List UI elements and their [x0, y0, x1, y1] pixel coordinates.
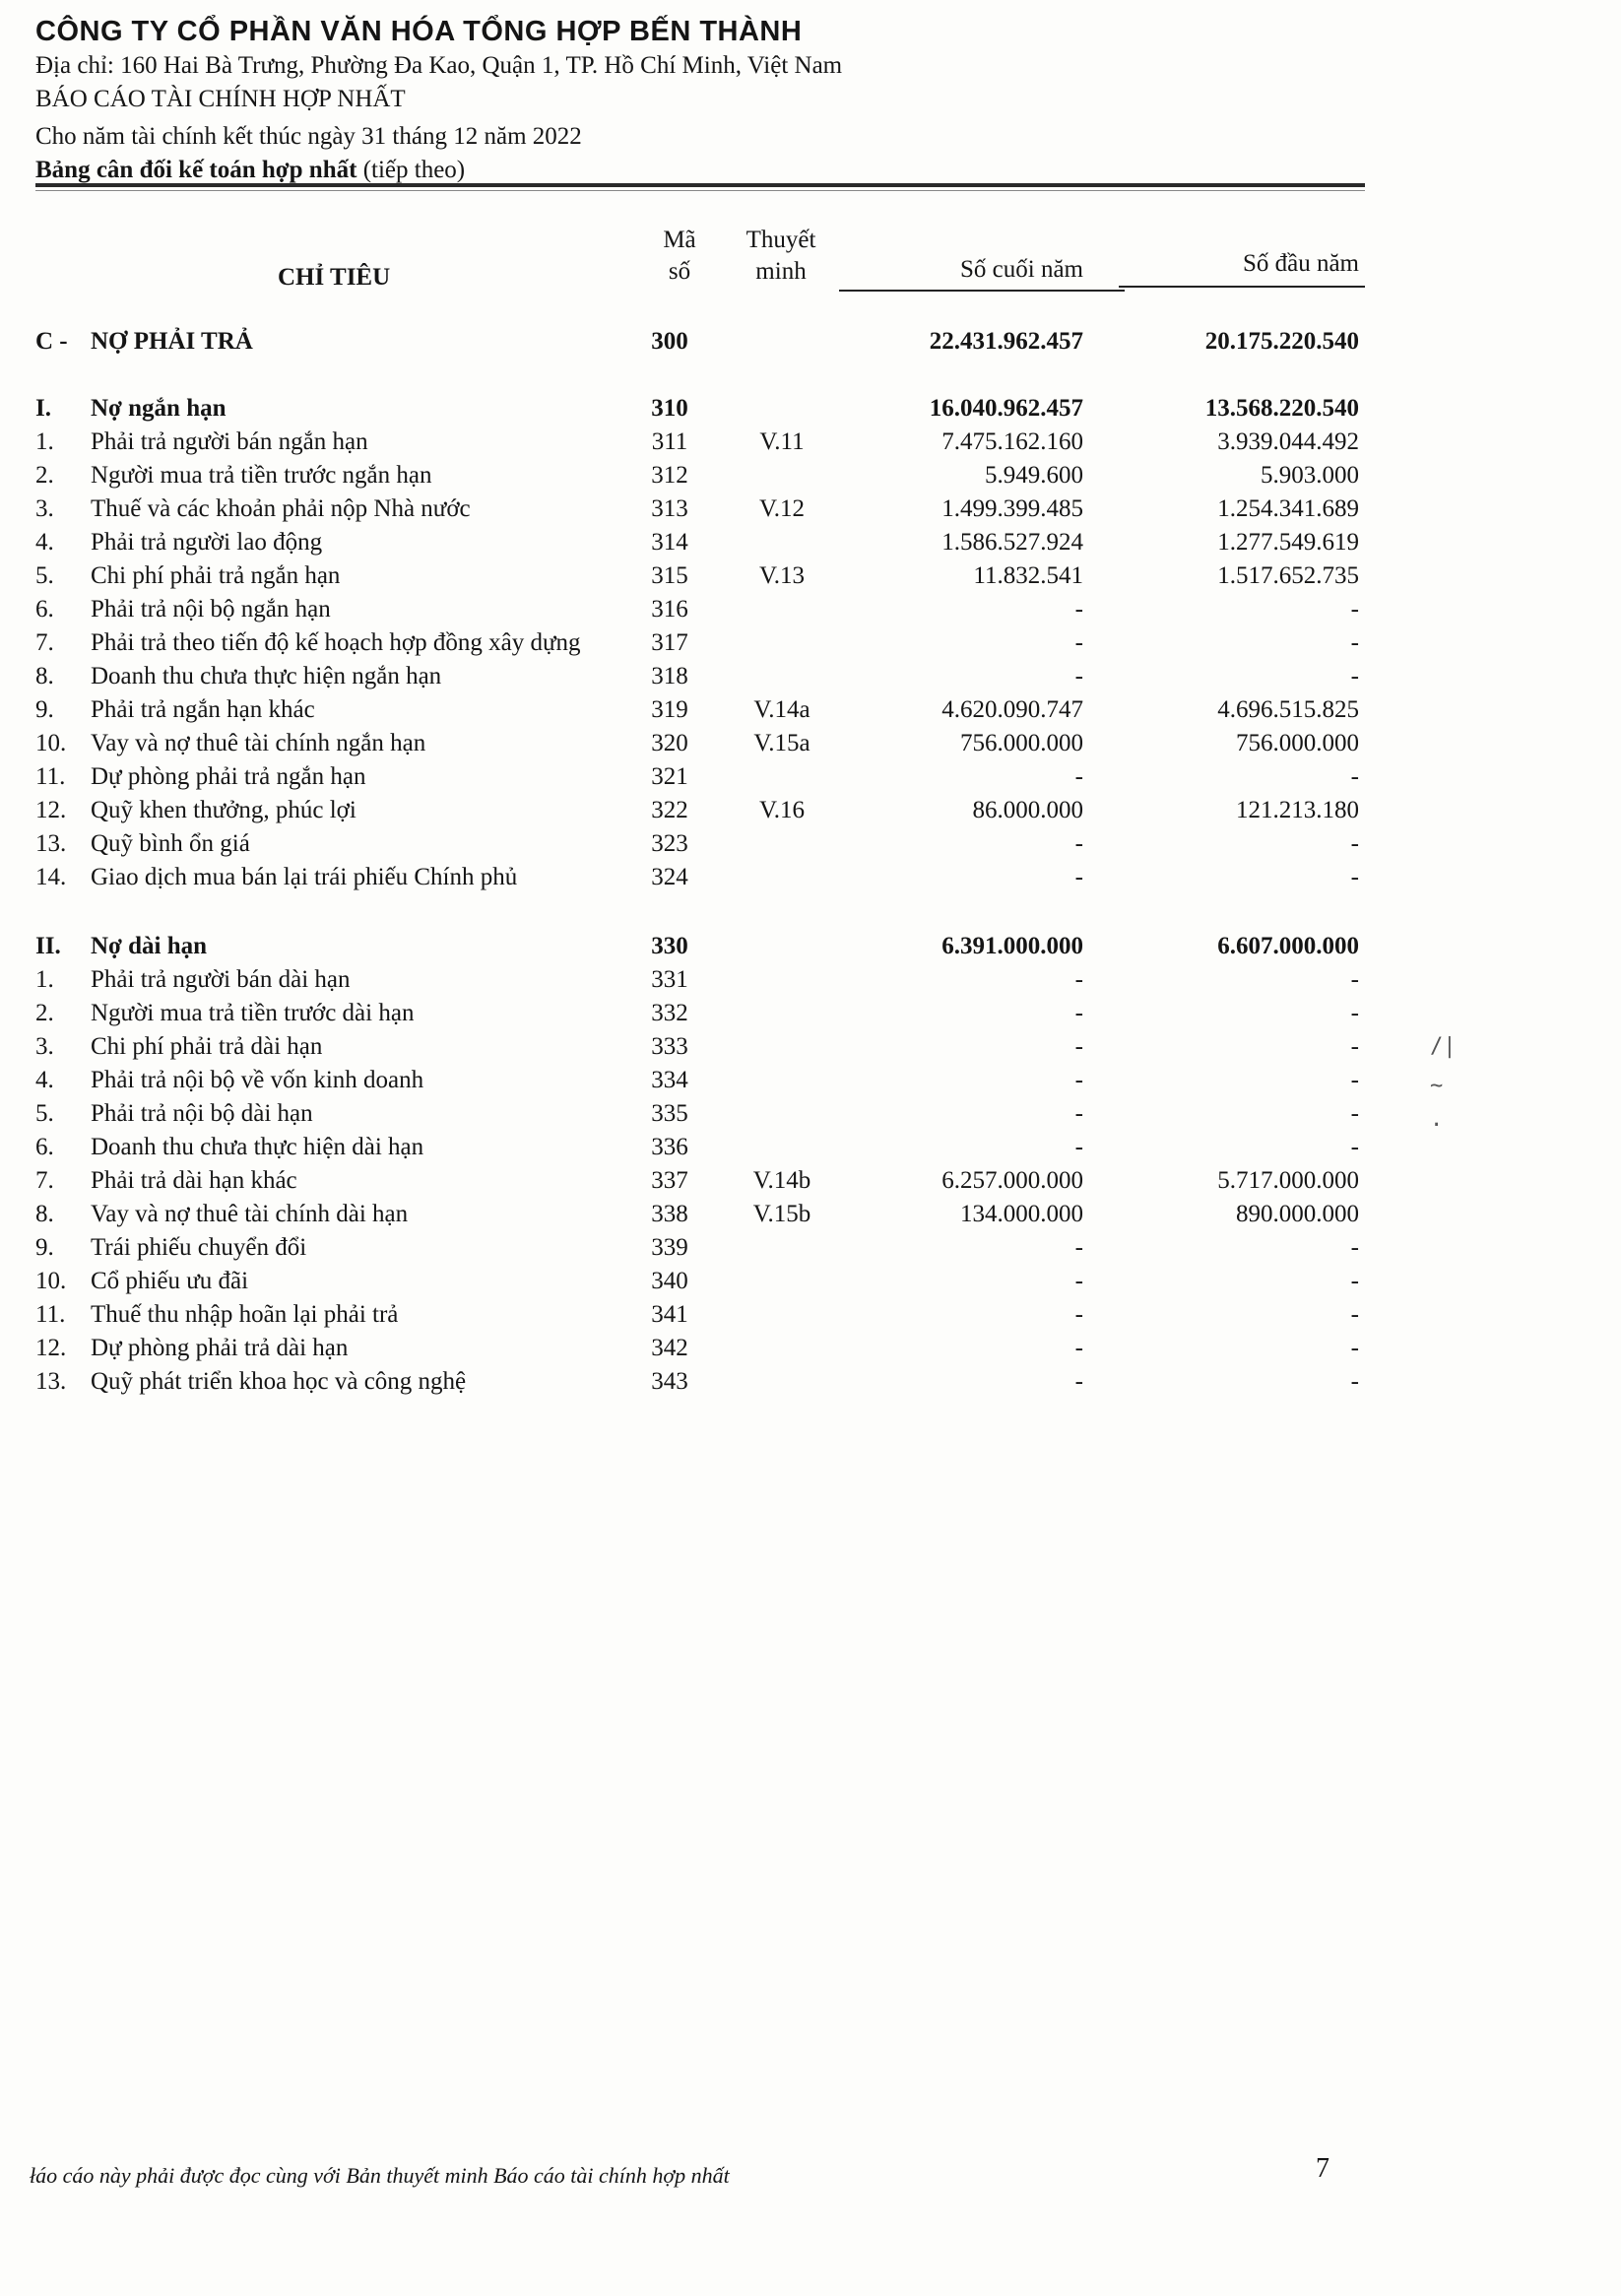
row-label: Quỹ khen thưởng, phúc lợi [91, 797, 357, 823]
row-number: 8. [35, 1201, 54, 1227]
report-title: BÁO CÁO TÀI CHÍNH HỢP NHẤT [35, 86, 406, 112]
row-label: Dự phòng phải trả ngắn hạn [91, 763, 366, 790]
company-address: Địa chỉ: 160 Hai Bà Trưng, Phường Đa Kao, Quận 1, TP. Hồ Chí Minh, Việt Nam [35, 52, 843, 79]
row-label: Quỹ bình ổn giá [91, 830, 250, 857]
row-begin-year-value: 6.607.000.000 [1217, 933, 1359, 959]
page-number: 7 [1316, 2153, 1329, 2184]
table-row [0, 1298, 1621, 1332]
row-begin-year-value: - [1350, 629, 1359, 656]
table-row [0, 626, 1621, 660]
row-code: 342 [651, 1335, 688, 1361]
column-header-item: CHỈ TIÊU [278, 264, 391, 291]
row-label: Phải trả dài hạn khác [91, 1167, 297, 1194]
row-number: 14. [35, 864, 67, 890]
row-number: 1. [35, 428, 54, 455]
row-end-year-value: 22.431.962.457 [929, 328, 1083, 355]
row-end-year-value: - [1074, 830, 1083, 857]
row-end-year-value: - [1074, 1100, 1083, 1127]
column-header-code-1: Mã [663, 227, 696, 253]
row-begin-year-value: 5.903.000 [1261, 462, 1359, 489]
row-begin-year-value: 890.000.000 [1236, 1201, 1359, 1227]
row-number: 10. [35, 1268, 67, 1294]
row-end-year-value: - [1074, 763, 1083, 790]
row-number: 7. [35, 629, 54, 656]
report-period: Cho năm tài chính kết thúc ngày 31 tháng 12 năm 2022 [35, 123, 582, 150]
row-end-year-value: - [1074, 1301, 1083, 1328]
row-number: 5. [35, 562, 54, 589]
row-label: Phải trả người lao động [91, 529, 323, 556]
row-number: 8. [35, 663, 54, 689]
row-number: 13. [35, 1368, 67, 1395]
row-begin-year-value: - [1350, 663, 1359, 689]
row-end-year-value: - [1074, 1234, 1083, 1261]
row-end-year-value: 5.949.600 [985, 462, 1083, 489]
row-begin-year-value: - [1350, 1368, 1359, 1395]
row-number: 6. [35, 1134, 54, 1160]
table-row [0, 760, 1621, 794]
row-note: V.13 [758, 562, 806, 589]
row-code: 335 [651, 1100, 688, 1127]
row-end-year-value: 86.000.000 [972, 797, 1083, 823]
column-header-begin-year: Số đầu năm [1242, 250, 1359, 277]
row-end-year-value: 1.499.399.485 [941, 495, 1083, 522]
row-begin-year-value: 13.568.220.540 [1204, 395, 1359, 422]
row-label: Vay và nợ thuê tài chính dài hạn [91, 1201, 409, 1227]
row-code: 340 [651, 1268, 688, 1294]
row-begin-year-value: - [1350, 763, 1359, 790]
row-end-year-value: 1.586.527.924 [941, 529, 1083, 556]
row-end-year-value: 6.257.000.000 [941, 1167, 1083, 1194]
row-end-year-value: - [1074, 1134, 1083, 1160]
row-note: V.16 [758, 797, 806, 823]
row-note: V.15b [752, 1201, 811, 1227]
row-note: V.14a [753, 696, 810, 723]
row-label: Thuế thu nhập hoãn lại phải trả [91, 1301, 399, 1328]
row-begin-year-value: - [1350, 1000, 1359, 1026]
row-number: 2. [35, 1000, 54, 1026]
table-row [0, 930, 1621, 963]
row-note: V.15a [753, 730, 810, 756]
row-code: 333 [651, 1033, 688, 1060]
table-row [0, 526, 1621, 559]
row-code: 338 [651, 1201, 688, 1227]
table-row [0, 426, 1621, 459]
row-code: 336 [651, 1134, 688, 1160]
table-row [0, 392, 1621, 426]
row-code: 317 [651, 629, 688, 656]
row-begin-year-value: - [1350, 1234, 1359, 1261]
row-begin-year-value: - [1350, 1033, 1359, 1060]
statement-title [35, 154, 1365, 187]
row-begin-year-value: - [1350, 1134, 1359, 1160]
stamp-mark: /| ~ · [1430, 1034, 1457, 1138]
table-row [0, 593, 1621, 626]
row-code: 339 [651, 1234, 688, 1261]
row-end-year-value: 11.832.541 [973, 562, 1083, 589]
column-underline-end-year [839, 290, 1125, 292]
row-label: Doanh thu chưa thực hiện ngắn hạn [91, 663, 442, 689]
table-row [0, 660, 1621, 693]
row-label: Doanh thu chưa thực hiện dài hạn [91, 1134, 424, 1160]
row-label: Chi phí phải trả ngắn hạn [91, 562, 341, 589]
table-row [0, 861, 1621, 894]
row-label: Phải trả người bán dài hạn [91, 966, 351, 993]
row-end-year-value: 7.475.162.160 [941, 428, 1083, 455]
row-end-year-value: 756.000.000 [960, 730, 1083, 756]
row-begin-year-value: - [1350, 1100, 1359, 1127]
row-end-year-value: - [1074, 596, 1083, 623]
row-end-year-value: - [1074, 1000, 1083, 1026]
row-note: V.12 [758, 495, 806, 522]
row-end-year-value: - [1074, 966, 1083, 993]
row-number: 12. [35, 797, 67, 823]
row-begin-year-value: 1.254.341.689 [1217, 495, 1359, 522]
row-number: 4. [35, 1067, 54, 1093]
row-code: 322 [651, 797, 688, 823]
row-number: 1. [35, 966, 54, 993]
company-name: CÔNG TY CỔ PHẦN VĂN HÓA TỔNG HỢP BẾN THÀNH [35, 16, 803, 47]
row-label: Phải trả nội bộ về vốn kinh doanh [91, 1067, 424, 1093]
row-code: 300 [651, 328, 688, 355]
row-begin-year-value: 1.277.549.619 [1217, 529, 1359, 556]
row-number: I. [35, 395, 51, 422]
row-label: Cổ phiếu ưu đãi [91, 1268, 249, 1294]
table-row [0, 1097, 1621, 1131]
row-end-year-value: - [1074, 1033, 1083, 1060]
row-note: V.14b [752, 1167, 811, 1194]
table-row [0, 1164, 1621, 1198]
row-begin-year-value: 756.000.000 [1236, 730, 1359, 756]
table-row [0, 963, 1621, 997]
row-code: 321 [651, 763, 688, 790]
row-number: II. [35, 933, 61, 959]
column-header-note-2: minh [755, 258, 807, 285]
document-header [35, 14, 1365, 187]
column-header-note-1: Thuyết [746, 227, 816, 253]
row-end-year-value: - [1074, 864, 1083, 890]
table-row [0, 492, 1621, 526]
row-code: 334 [651, 1067, 688, 1093]
table-row [0, 827, 1621, 861]
row-number: 2. [35, 462, 54, 489]
table-row [0, 1365, 1621, 1399]
column-header-code-2: số [668, 258, 691, 285]
row-label: Giao dịch mua bán lại trái phiếu Chính phủ [91, 864, 518, 890]
row-end-year-value: - [1074, 1335, 1083, 1361]
row-code: 341 [651, 1301, 688, 1328]
row-begin-year-value: 1.517.652.735 [1217, 562, 1359, 589]
row-code: 331 [651, 966, 688, 993]
row-code: 330 [651, 933, 688, 959]
row-end-year-value: 4.620.090.747 [941, 696, 1083, 723]
row-end-year-value: - [1074, 1067, 1083, 1093]
table-row [0, 1332, 1621, 1365]
row-label: Phải trả nội bộ dài hạn [91, 1100, 313, 1127]
header-divider [35, 183, 1365, 187]
row-begin-year-value: - [1350, 1301, 1359, 1328]
table-row [0, 559, 1621, 593]
row-code: 316 [651, 596, 688, 623]
row-end-year-value: 6.391.000.000 [941, 933, 1083, 959]
row-end-year-value: 16.040.962.457 [929, 395, 1083, 422]
row-number: 13. [35, 830, 67, 857]
row-begin-year-value: - [1350, 596, 1359, 623]
row-code: 337 [651, 1167, 688, 1194]
row-code: 319 [651, 696, 688, 723]
table-row [0, 1231, 1621, 1265]
row-label: Thuế và các khoản phải nộp Nhà nước [91, 495, 471, 522]
table-row [0, 1131, 1621, 1164]
row-label: Nợ ngắn hạn [91, 395, 227, 422]
row-label: Phải trả nội bộ ngắn hạn [91, 596, 331, 623]
row-code: 318 [651, 663, 688, 689]
row-end-year-value: - [1074, 629, 1083, 656]
row-label: Chi phí phải trả dài hạn [91, 1033, 323, 1060]
row-begin-year-value: - [1350, 1268, 1359, 1294]
column-header-end-year: Số cuối năm [960, 256, 1083, 283]
row-code: 343 [651, 1368, 688, 1395]
table-row [0, 794, 1621, 827]
row-label: Phải trả ngắn hạn khác [91, 696, 315, 723]
table-row [0, 997, 1621, 1030]
statement-suffix: (tiếp theo) [362, 157, 466, 183]
row-label: Phải trả người bán ngắn hạn [91, 428, 368, 455]
row-number: 10. [35, 730, 67, 756]
table-row [0, 325, 1621, 359]
footer-note: łáo cáo này phải được đọc cùng với Bản thuyết minh Báo cáo tài chính hợp nhất [30, 2163, 730, 2188]
row-number: 12. [35, 1335, 67, 1361]
row-begin-year-value: - [1350, 830, 1359, 857]
row-code: 320 [651, 730, 688, 756]
row-begin-year-value: - [1350, 966, 1359, 993]
row-code: 312 [651, 462, 688, 489]
row-note: V.11 [759, 428, 805, 455]
row-number: 11. [35, 763, 66, 790]
row-code: 310 [651, 395, 688, 422]
row-label: Quỹ phát triển khoa học và công nghệ [91, 1368, 467, 1395]
row-number: 9. [35, 1234, 54, 1261]
row-label: Phải trả theo tiến độ kế hoạch hợp đồng xây dựng [91, 629, 581, 656]
row-code: 314 [651, 529, 688, 556]
row-end-year-value: - [1074, 1268, 1083, 1294]
row-code: 323 [651, 830, 688, 857]
row-number: 3. [35, 1033, 54, 1060]
row-label: Người mua trả tiền trước ngắn hạn [91, 462, 432, 489]
row-begin-year-value: 5.717.000.000 [1217, 1167, 1359, 1194]
row-label: Vay và nợ thuê tài chính ngắn hạn [91, 730, 426, 756]
row-number: 4. [35, 529, 54, 556]
row-begin-year-value: 4.696.515.825 [1217, 696, 1359, 723]
row-label: Dự phòng phải trả dài hạn [91, 1335, 349, 1361]
column-underline-begin-year [1119, 286, 1365, 288]
row-end-year-value: 134.000.000 [960, 1201, 1083, 1227]
header-divider-thin [35, 190, 1365, 191]
row-code: 315 [651, 562, 688, 589]
row-begin-year-value: - [1350, 1335, 1359, 1361]
row-number: C - [35, 328, 68, 355]
table-row [0, 1265, 1621, 1298]
row-number: 7. [35, 1167, 54, 1194]
table-row [0, 1064, 1621, 1097]
row-begin-year-value: - [1350, 864, 1359, 890]
row-number: 11. [35, 1301, 66, 1328]
table-row [0, 459, 1621, 492]
row-begin-year-value: 20.175.220.540 [1204, 328, 1359, 355]
row-number: 3. [35, 495, 54, 522]
row-label: Nợ dài hạn [91, 933, 208, 959]
row-label: NỢ PHẢI TRẢ [91, 328, 253, 355]
row-code: 311 [651, 428, 688, 455]
row-end-year-value: - [1074, 1368, 1083, 1395]
row-end-year-value: - [1074, 663, 1083, 689]
row-number: 6. [35, 596, 54, 623]
row-number: 5. [35, 1100, 54, 1127]
table-row [0, 1198, 1621, 1231]
row-label: Trái phiếu chuyển đổi [91, 1234, 307, 1261]
row-number: 9. [35, 696, 54, 723]
row-code: 324 [651, 864, 688, 890]
statement-name: Bảng cân đối kế toán hợp nhất [35, 157, 357, 183]
row-begin-year-value: 121.213.180 [1236, 797, 1359, 823]
row-code: 332 [651, 1000, 688, 1026]
row-begin-year-value: 3.939.044.492 [1217, 428, 1359, 455]
table-row [0, 693, 1621, 727]
table-row [0, 727, 1621, 760]
row-begin-year-value: - [1350, 1067, 1359, 1093]
table-row [0, 1030, 1621, 1064]
row-code: 313 [651, 495, 688, 522]
row-label: Người mua trả tiền trước dài hạn [91, 1000, 415, 1026]
